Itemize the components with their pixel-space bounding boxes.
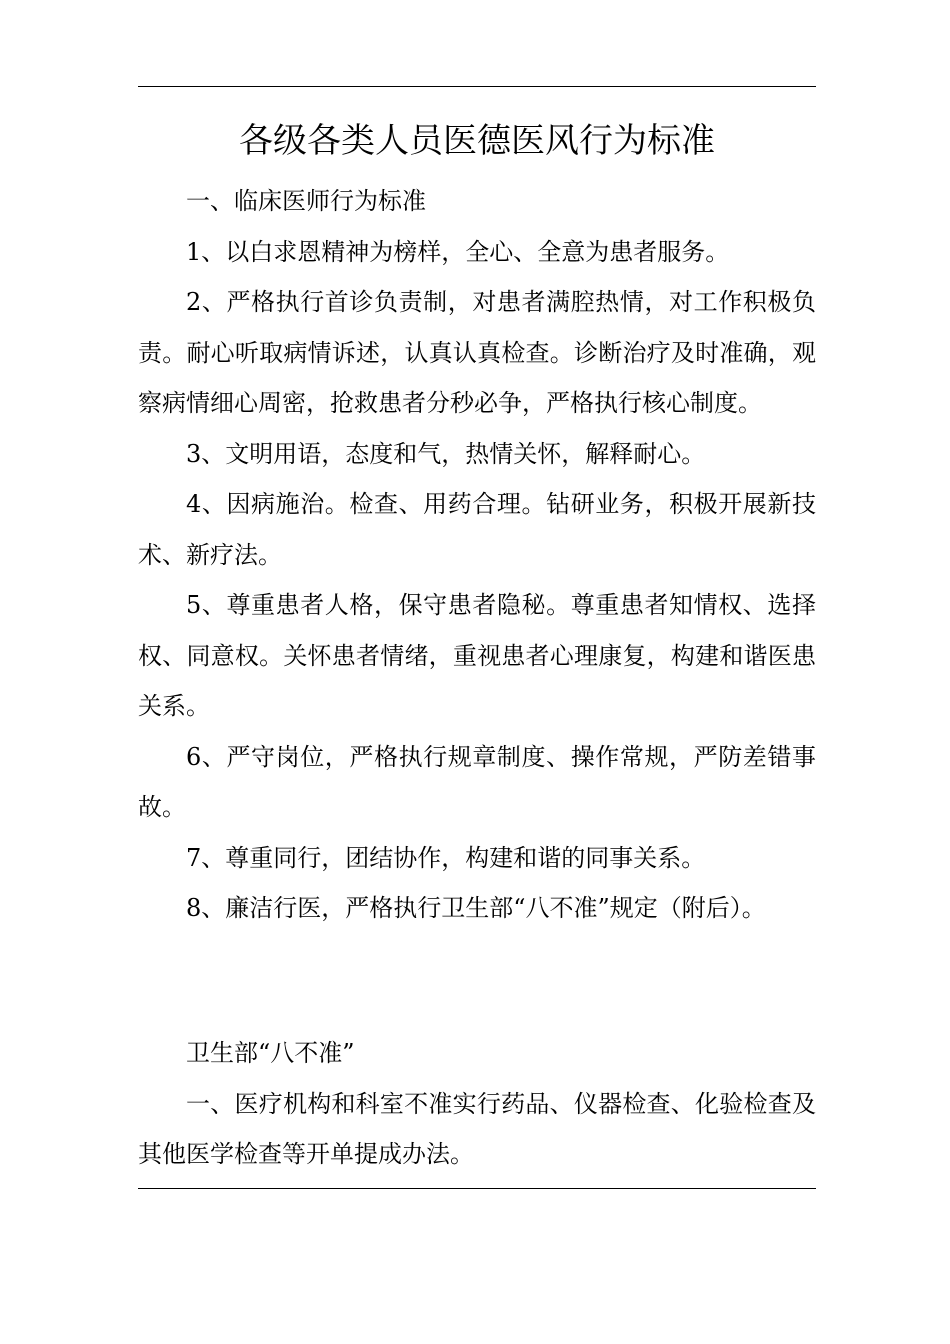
standard-item-5: 5、尊重患者人格，保守患者隐秘。尊重患者知情权、选择权、同意权。关怀患者情绪，重视患者心理康复，构建和谐医患关系。 (138, 591, 816, 720)
section-heading: 一、临床医师行为标准 (186, 187, 426, 215)
section-heading: 卫生部“八不准” (186, 1039, 355, 1067)
standard-item-7: 7、尊重同行，团结协作，构建和谐的同事关系。 (186, 843, 706, 872)
standard-item-8: 8、廉洁行医，严格执行卫生部“八不准”规定（附后）。 (186, 894, 766, 922)
header-rule (138, 86, 816, 87)
standard-item-1: 1、以白求恩精神为榜样，全心、全意为患者服务。 (186, 237, 730, 266)
footer-rule (138, 1188, 816, 1189)
standard-item-2: 2、严格执行首诊负责制，对患者满腔热情，对工作积极负责。耐心听取病情诉述，认真认真检查。诊断治疗及时准确，观察病情细心周密，抢救患者分秒必争，严格执行核心制度。 (138, 288, 816, 417)
standard-item-6: 6、严守岗位，严格执行规章制度、操作常规，严防差错事故。 (138, 742, 816, 821)
standard-item-3: 3、文明用语，态度和气，热情关怀，解释耐心。 (186, 439, 706, 468)
section-clinical-physician-standards (138, 176, 816, 934)
document-title: 各级各类人员医德医风行为标准 (239, 121, 715, 161)
standard-item-4: 4、因病施治。检查、用药合理。钻研业务，积极开展新技术、新疗法。 (138, 490, 816, 569)
section-eight-prohibitions (138, 1028, 816, 1180)
prohibition-item-1: 一、医疗机构和科室不准实行药品、仪器检查、化验检查及其他医学检查等开单提成办法。 (138, 1089, 816, 1168)
